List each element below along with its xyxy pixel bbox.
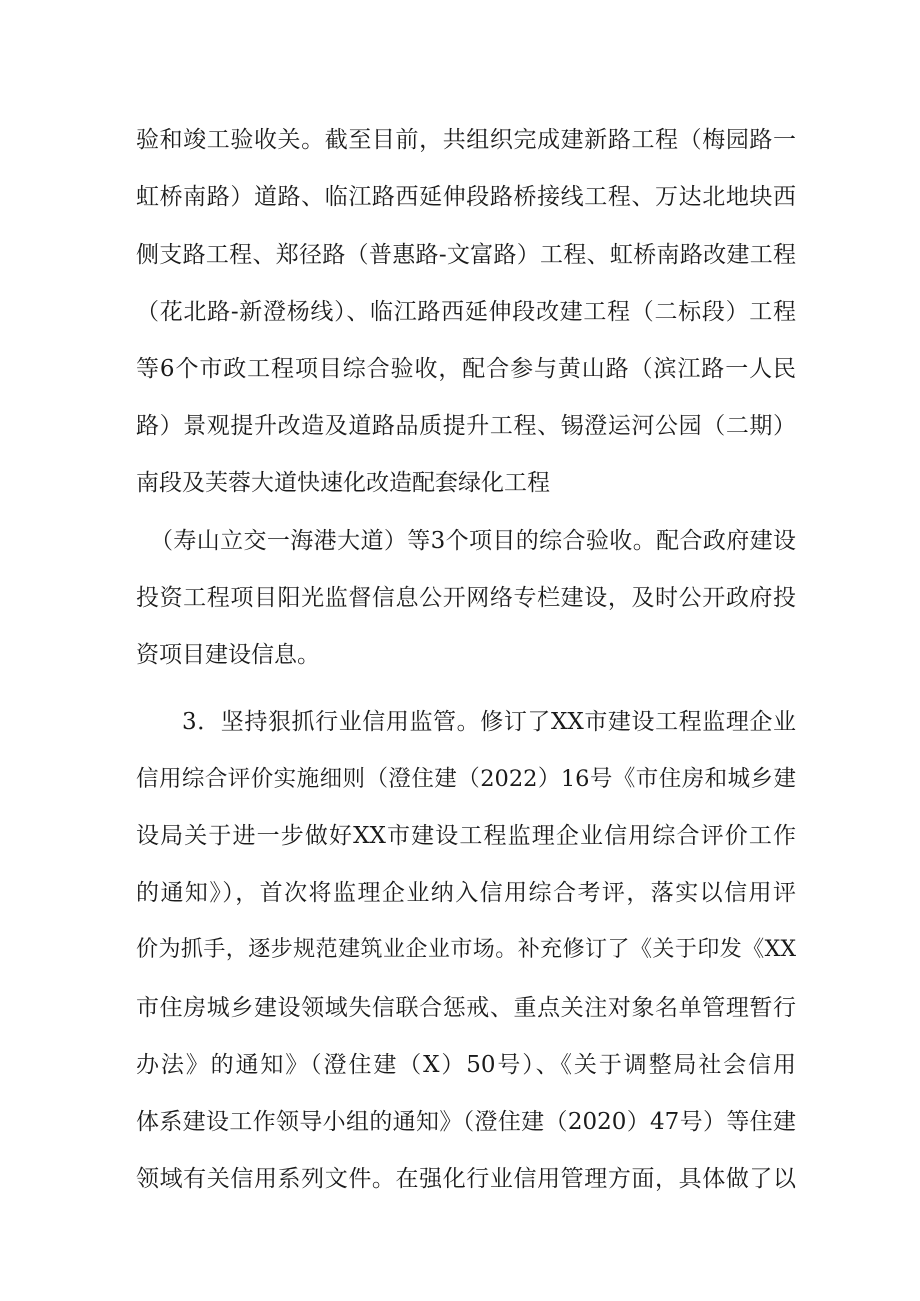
paragraph-2-line-9: 领域有关信用系列文件。在强化行业信用管理方面，具体做了以	[136, 1166, 796, 1192]
paragraph-2-line-4: 的通知》），首次将监理企业纳入信用综合考评，落实以信用评	[136, 880, 796, 906]
paragraph-2-line-3: 设局关于进一步做好XX市建设工程监理企业信用综合评价工作	[136, 823, 796, 849]
paragraph-1-line-9: 投资工程项目阳光监督信息公开网络专栏建设，及时公开政府投	[136, 585, 796, 611]
paragraph-2-line-5: 价为抓手，逐步规范建筑业企业市场。补充修订了《关于印发《XX	[136, 937, 796, 962]
paragraph-2-line-2: 信用综合评价实施细则（澄住建（2022）16号《市住房和城乡建	[136, 766, 796, 792]
paragraph-1-line-10: 资项目建设信息。	[136, 642, 320, 668]
paragraph-2-line-7: 办法》的通知》（澄住建（X）50号）、《关于调整局社会信用	[136, 1052, 796, 1078]
paragraph-2-line-8: 体系建设工作领导小组的通知》（澄住建（2020）47号）等住建	[136, 1109, 796, 1135]
paragraph-1-line-1: 验和竣工验收关。截至目前，共组织完成建新路工程（梅园路一	[136, 127, 796, 153]
paragraph-1-line-5: 等6个市政工程项目综合验收，配合参与黄山路（滨江路一人民	[136, 356, 796, 382]
paragraph-1-line-4: （花北路-新澄杨线）、临江路西延伸段改建工程（二标段）工程	[136, 299, 796, 325]
paragraph-2-line-6: 市住房城乡建设领域失信联合惩戒、重点关注对象名单管理暂行	[136, 995, 796, 1021]
paragraph-1-line-8: （寿山立交一海港大道）等3个项目的综合验收。配合政府建设	[150, 528, 796, 554]
paragraph-2-line-1: 3．坚持狠抓行业信用监管。修订了XX市建设工程监理企业	[182, 709, 796, 735]
paragraph-1-line-2: 虹桥南路）道路、临江路西延伸段路桥接线工程、万达北地块西	[136, 184, 796, 210]
paragraph-1-line-6: 路）景观提升改造及道路品质提升工程、锡澄运河公园（二期）	[136, 413, 796, 439]
paragraph-1-line-3: 侧支路工程、郑径路（普惠路-文富路）工程、虹桥南路改建工程	[136, 242, 796, 268]
paragraph-1-line-7: 南段及芙蓉大道快速化改造配套绿化工程	[136, 470, 550, 496]
